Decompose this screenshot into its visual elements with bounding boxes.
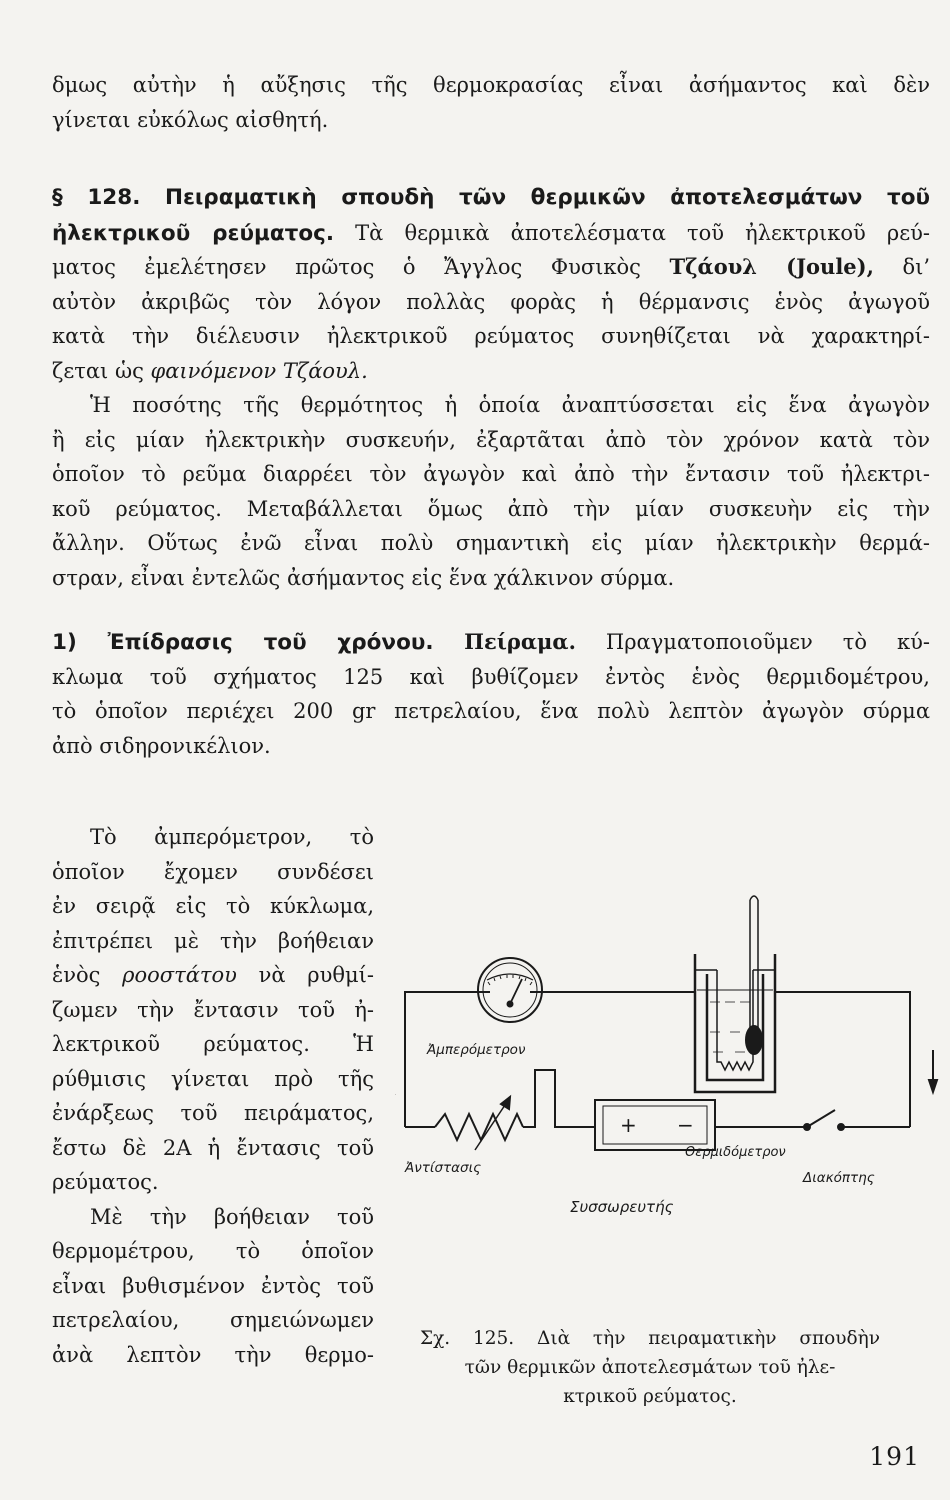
col-a-line-3: ἐν σειρᾷ εἰς τὸ κύκλωμα, [52, 894, 374, 918]
wire-right [775, 992, 910, 1127]
page-body [52, 68, 930, 763]
para3-line-2: κλωμα τοῦ σχήματος 125 καὶ βυθίζομεν ἐντὸς ἑνὸς θερμιδομέτρου, [52, 664, 930, 689]
col-a-line-9: ἐνάρξεως τοῦ πειράματος, [52, 1101, 374, 1125]
thermometer-icon [746, 896, 762, 1054]
col-a-line-7: λεκτρικοῦ ρεύματος. Ἡ [52, 1032, 374, 1056]
calorimeter-label: Θερμιδόμετρον [685, 1145, 786, 1160]
para2-line-2: ἢ εἰς μίαν ἠλεκτρικὴν συσκευήν, ἐξαρτᾶται ἀπὸ τὸν χρόνον κατὰ τὸν [52, 427, 930, 452]
col-b-line-3: εἶναι βυθισμένον ἐντὸς τοῦ [52, 1273, 374, 1298]
battery-icon [595, 1100, 715, 1150]
para2-line-5: ἄλλην. Οὕτως ἐνῶ εἶναι πολὺ σημαντικὴ εἰς μίαν ἠλεκτρικὴν θερμά- [52, 531, 930, 555]
section-heading: § 128. Πειραματικὴ σπουδὴ τῶν θερμικῶν ἀποτελεσμάτων τοῦ [52, 185, 930, 210]
col-a-line-2: ὁποῖον ἔχομεν συνδέσει [52, 859, 374, 884]
para2-line-3: ὁποῖον τὸ ρεῦμα διαρρέει τὸν ἀγωγὸν καὶ ἀπὸ τὴν ἔντασιν τοῦ ἠλεκτρι- [52, 462, 930, 486]
intro-line-1: δμως αὐτὴν ἡ αὔξησις τῆς θερμοκρασίας εἶναι ἀσήμαντος καὶ δὲν [52, 73, 930, 97]
intro-line-2: γίνεται εὐκόλως αἰσθητή. [52, 107, 329, 132]
resistance-label: Ἀντίστασις [405, 1160, 482, 1176]
current-arrow-down-icon [929, 1050, 937, 1092]
circuit-diagram [395, 882, 940, 1222]
battery-label: Συσσωρευτής [570, 1198, 674, 1216]
col-b-line-2: θερμομέτρου, τὸ ὁποῖον [52, 1239, 374, 1263]
para2-line-1: Ἡ ποσότης τῆς θερμότητος ἡ ὁποία ἀναπτύσσεται εἰς ἕνα ἀγωγὸν [90, 393, 930, 417]
para3-line-4: ἀπὸ σιδηρονικέλιον. [52, 733, 271, 758]
ammeter-label: Ἀμπερόμετρον [427, 1042, 526, 1058]
col-b-line-1: Μὲ τὴν βοήθειαν τοῦ [90, 1204, 374, 1229]
ammeter-icon [478, 958, 542, 1022]
section-line-5: κατὰ τὴν διέλευσιν ἠλεκτρικοῦ ρεύματος συνηθίζεται νὰ χαρακτηρί- [52, 324, 930, 348]
section-line-6: ζεται ὡς φαινόμενον Τζάουλ. [52, 358, 368, 383]
section-line-4: αὐτὸν ἀκριβῶς τὸν λόγον πολλὰς φορὰς ἡ θέρμανσις ἑνὸς ἀγωγοῦ [52, 289, 930, 314]
section-line-3: ματος ἐμελέτησεν πρῶτος ὁ Ἄγγλος Φυσικὸς Τζάουλ (Joule), δι’ [52, 254, 930, 279]
col-b-line-4: πετρελαίου, σημειώνωμεν [52, 1308, 374, 1332]
para3-line-3: τὸ ὁποῖον περιέχει 200 gr πετρελαίου, ἕνα πολὺ λεπτὸν ἀγωγὸν σύρμα [52, 699, 930, 723]
para3-line-1: 1) Ἐπίδρασις τοῦ χρόνου. Πείραμα. Πραγματοποιοῦμεν τὸ κύ- [52, 629, 930, 655]
col-a-line-11: ρεύματος. [52, 1170, 159, 1194]
section-line-2: ἠλεκτρικοῦ ρεύματος. Τὰ θερμικὰ ἀποτελέσματα τοῦ ἠλεκτρικοῦ ρεύ- [52, 220, 930, 246]
resistance-icon [435, 1097, 523, 1150]
caption-line-1: Σχ. 125. Διὰ τὴν πειραματικὴν σπουδὴν [420, 1328, 880, 1349]
left-column-text [52, 820, 374, 1372]
col-a-line-10: ἔστω δὲ 2Α ἡ ἔντασις τοῦ [52, 1135, 374, 1160]
col-a-line-4: ἐπιτρέπει μὲ τὴν βοήθειαν [52, 928, 374, 953]
battery-minus-sign: − [677, 1113, 694, 1137]
col-b-line-5: ἀνὰ λεπτὸν τὴν θερμο- [52, 1342, 374, 1367]
caption-line-2: τῶν θερμικῶν ἀποτελεσμάτων τοῦ ἠλε- [464, 1357, 836, 1378]
col-a-line-1: Τὸ ἀμπερόμετρον, τὸ [90, 825, 374, 849]
page-number: 191 [869, 1442, 920, 1471]
col-a-line-5: ἑνὸς ροοστάτου νὰ ρυθμί- [52, 963, 374, 987]
para2-line-6: στραν, εἶναι ἐντελῶς ἀσήμαντος εἰς ἕνα χάλκινον σύρμα. [52, 565, 675, 590]
col-a-line-8: ρύθμισις γίνεται πρὸ τῆς [52, 1066, 374, 1091]
para2-line-4: κοῦ ρεύματος. Μεταβάλλεται ὅμως ἀπὸ τὴν μίαν συσκευὴν εἰς τὴν [52, 496, 930, 521]
wire-left [405, 992, 490, 1127]
calorimeter-icon [695, 954, 775, 1092]
battery-plus-sign: + [620, 1113, 637, 1137]
switch-label: Διακόπτης [803, 1170, 875, 1186]
col-a-line-6: ζωμεν τὴν ἔντασιν τοῦ ἠ- [52, 997, 374, 1022]
switch-icon [804, 1110, 910, 1130]
caption-line-3: κτρικοῦ ρεύματος. [563, 1386, 737, 1407]
wire-bottom-mid [523, 1070, 595, 1127]
figure-caption [420, 1324, 880, 1411]
wire-top [530, 970, 695, 992]
